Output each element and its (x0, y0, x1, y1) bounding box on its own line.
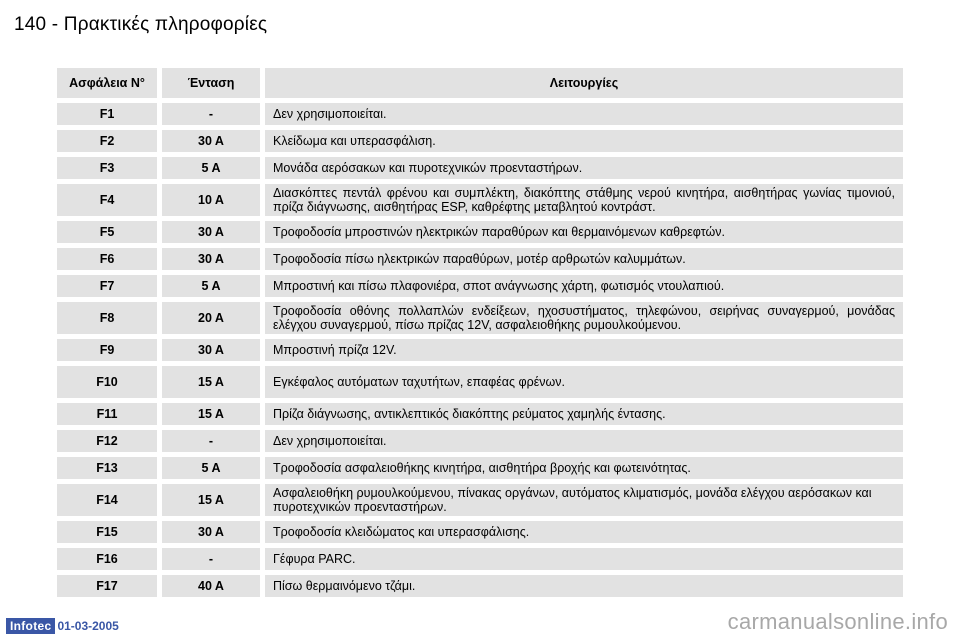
fuse-number: F16 (57, 548, 157, 570)
fuse-function: Διασκόπτες πεντάλ φρένου και συμπλέκτη, διακόπτης στάθμης νερού κινητήρα, αισθητήρας γωνίας τιμονιού, πρίζα διάγνωσης, αισθητήρας ESP, καθρέφτης μεταβλητού κοντράστ. (260, 184, 903, 216)
fuse-amperage: 15 A (157, 403, 260, 425)
fuse-number: F9 (57, 339, 157, 361)
fuse-amperage: 40 A (157, 575, 260, 597)
fuse-number: F10 (57, 366, 157, 398)
fuse-amperage: 15 A (157, 366, 260, 398)
fuse-table (57, 63, 903, 602)
fuse-amperage: 15 A (157, 484, 260, 516)
fuse-amperage: 5 A (157, 457, 260, 479)
fuse-function: Δεν χρησιμοποιείται. (260, 430, 903, 452)
fuse-function: Ασφαλειοθήκη ρυμουλκούμενου, πίνακας οργάνων, αυτόματος κλιματισμός, μονάδα ελέγχου αερόσακων και πυροτεχνικών προενταστήρων. (260, 484, 903, 516)
fuse-amperage: 20 A (157, 302, 260, 334)
fuse-amperage: 5 A (157, 275, 260, 297)
fuse-number: F13 (57, 457, 157, 479)
fuse-number: F14 (57, 484, 157, 516)
table-header-row (57, 68, 903, 98)
fuse-function: Πίσω θερμαινόμενο τζάμι. (260, 575, 903, 597)
header-amperage: Ένταση (157, 68, 260, 98)
table-row (57, 575, 903, 597)
fuse-function: Δεν χρησιμοποιείται. (260, 103, 903, 125)
fuse-number: F8 (57, 302, 157, 334)
fuse-amperage: 30 A (157, 248, 260, 270)
fuse-function: Μπροστινή πρίζα 12V. (260, 339, 903, 361)
fuse-number: F12 (57, 430, 157, 452)
fuse-amperage: 30 A (157, 339, 260, 361)
table-row (57, 275, 903, 297)
fuse-function: Μονάδα αερόσακων και πυροτεχνικών προενταστήρων. (260, 157, 903, 179)
fuse-number: F4 (57, 184, 157, 216)
table-row (57, 103, 903, 125)
fuse-function: Κλείδωμα και υπερασφάλιση. (260, 130, 903, 152)
fuse-number: F15 (57, 521, 157, 543)
fuse-function: Τροφοδοσία κλειδώματος και υπερασφάλισης. (260, 521, 903, 543)
fuse-function: Τροφοδοσία ασφαλειοθήκης κινητήρα, αισθητήρα βροχής και φωτεινότητας. (260, 457, 903, 479)
fuse-amperage: - (157, 548, 260, 570)
fuse-amperage: - (157, 430, 260, 452)
table-row (57, 221, 903, 243)
fuse-number: F11 (57, 403, 157, 425)
fuse-amperage: 30 A (157, 521, 260, 543)
footer (6, 618, 119, 634)
table-row (57, 457, 903, 479)
table-row (57, 484, 903, 516)
table-row (57, 130, 903, 152)
watermark: carmanualsonline.info (727, 609, 948, 634)
fuse-amperage: 30 A (157, 130, 260, 152)
fuse-function: Τροφοδοσία πίσω ηλεκτρικών παραθύρων, μοτέρ αρθρωτών καλυμμάτων. (260, 248, 903, 270)
fuse-number: F2 (57, 130, 157, 152)
table-row (57, 403, 903, 425)
fuse-number: F1 (57, 103, 157, 125)
table-row (57, 302, 903, 334)
table-row (57, 430, 903, 452)
page-title: 140 - Πρακτικές πληροφορίες (14, 14, 268, 35)
fuse-function: Γέφυρα PARC. (260, 548, 903, 570)
footer-date: 01-03-2005 (57, 619, 119, 633)
fuse-number: F3 (57, 157, 157, 179)
header-fuse-number: Ασφάλεια N° (57, 68, 157, 98)
fuse-amperage: 30 A (157, 221, 260, 243)
fuse-amperage: 5 A (157, 157, 260, 179)
table-row (57, 339, 903, 361)
fuse-number: F7 (57, 275, 157, 297)
fuse-amperage: - (157, 103, 260, 125)
fuse-function: Τροφοδοσία μπροστινών ηλεκτρικών παραθύρων και θερμαινόμενων καθρεφτών. (260, 221, 903, 243)
table-row (57, 521, 903, 543)
infotec-logo: Infotec (6, 618, 55, 634)
fuse-amperage: 10 A (157, 184, 260, 216)
fuse-number: F6 (57, 248, 157, 270)
table-row (57, 366, 903, 398)
fuse-function: Εγκέφαλος αυτόματων ταχυτήτων, επαφέας φρένων. (260, 366, 903, 398)
fuse-function: Πρίζα διάγνωσης, αντικλεπτικός διακόπτης ρεύματος χαμηλής έντασης. (260, 403, 903, 425)
fuse-function: Τροφοδοσία οθόνης πολλαπλών ενδείξεων, ηχοσυστήματος, τηλεφώνου, σειρήνας συναγερμού, μονάδας ελέγχου συναγερμού, πίσω πρίζας 12V, ασφαλειοθήκης ρυμουλκούμενου. (260, 302, 903, 334)
header-functions: Λειτουργίες (260, 68, 903, 98)
table-row (57, 548, 903, 570)
table-row (57, 184, 903, 216)
fuse-number: F17 (57, 575, 157, 597)
table-row (57, 157, 903, 179)
table-row (57, 248, 903, 270)
fuse-function: Μπροστινή και πίσω πλαφονιέρα, σποτ ανάγνωσης χάρτη, φωτισμός ντουλαπιού. (260, 275, 903, 297)
fuse-number: F5 (57, 221, 157, 243)
